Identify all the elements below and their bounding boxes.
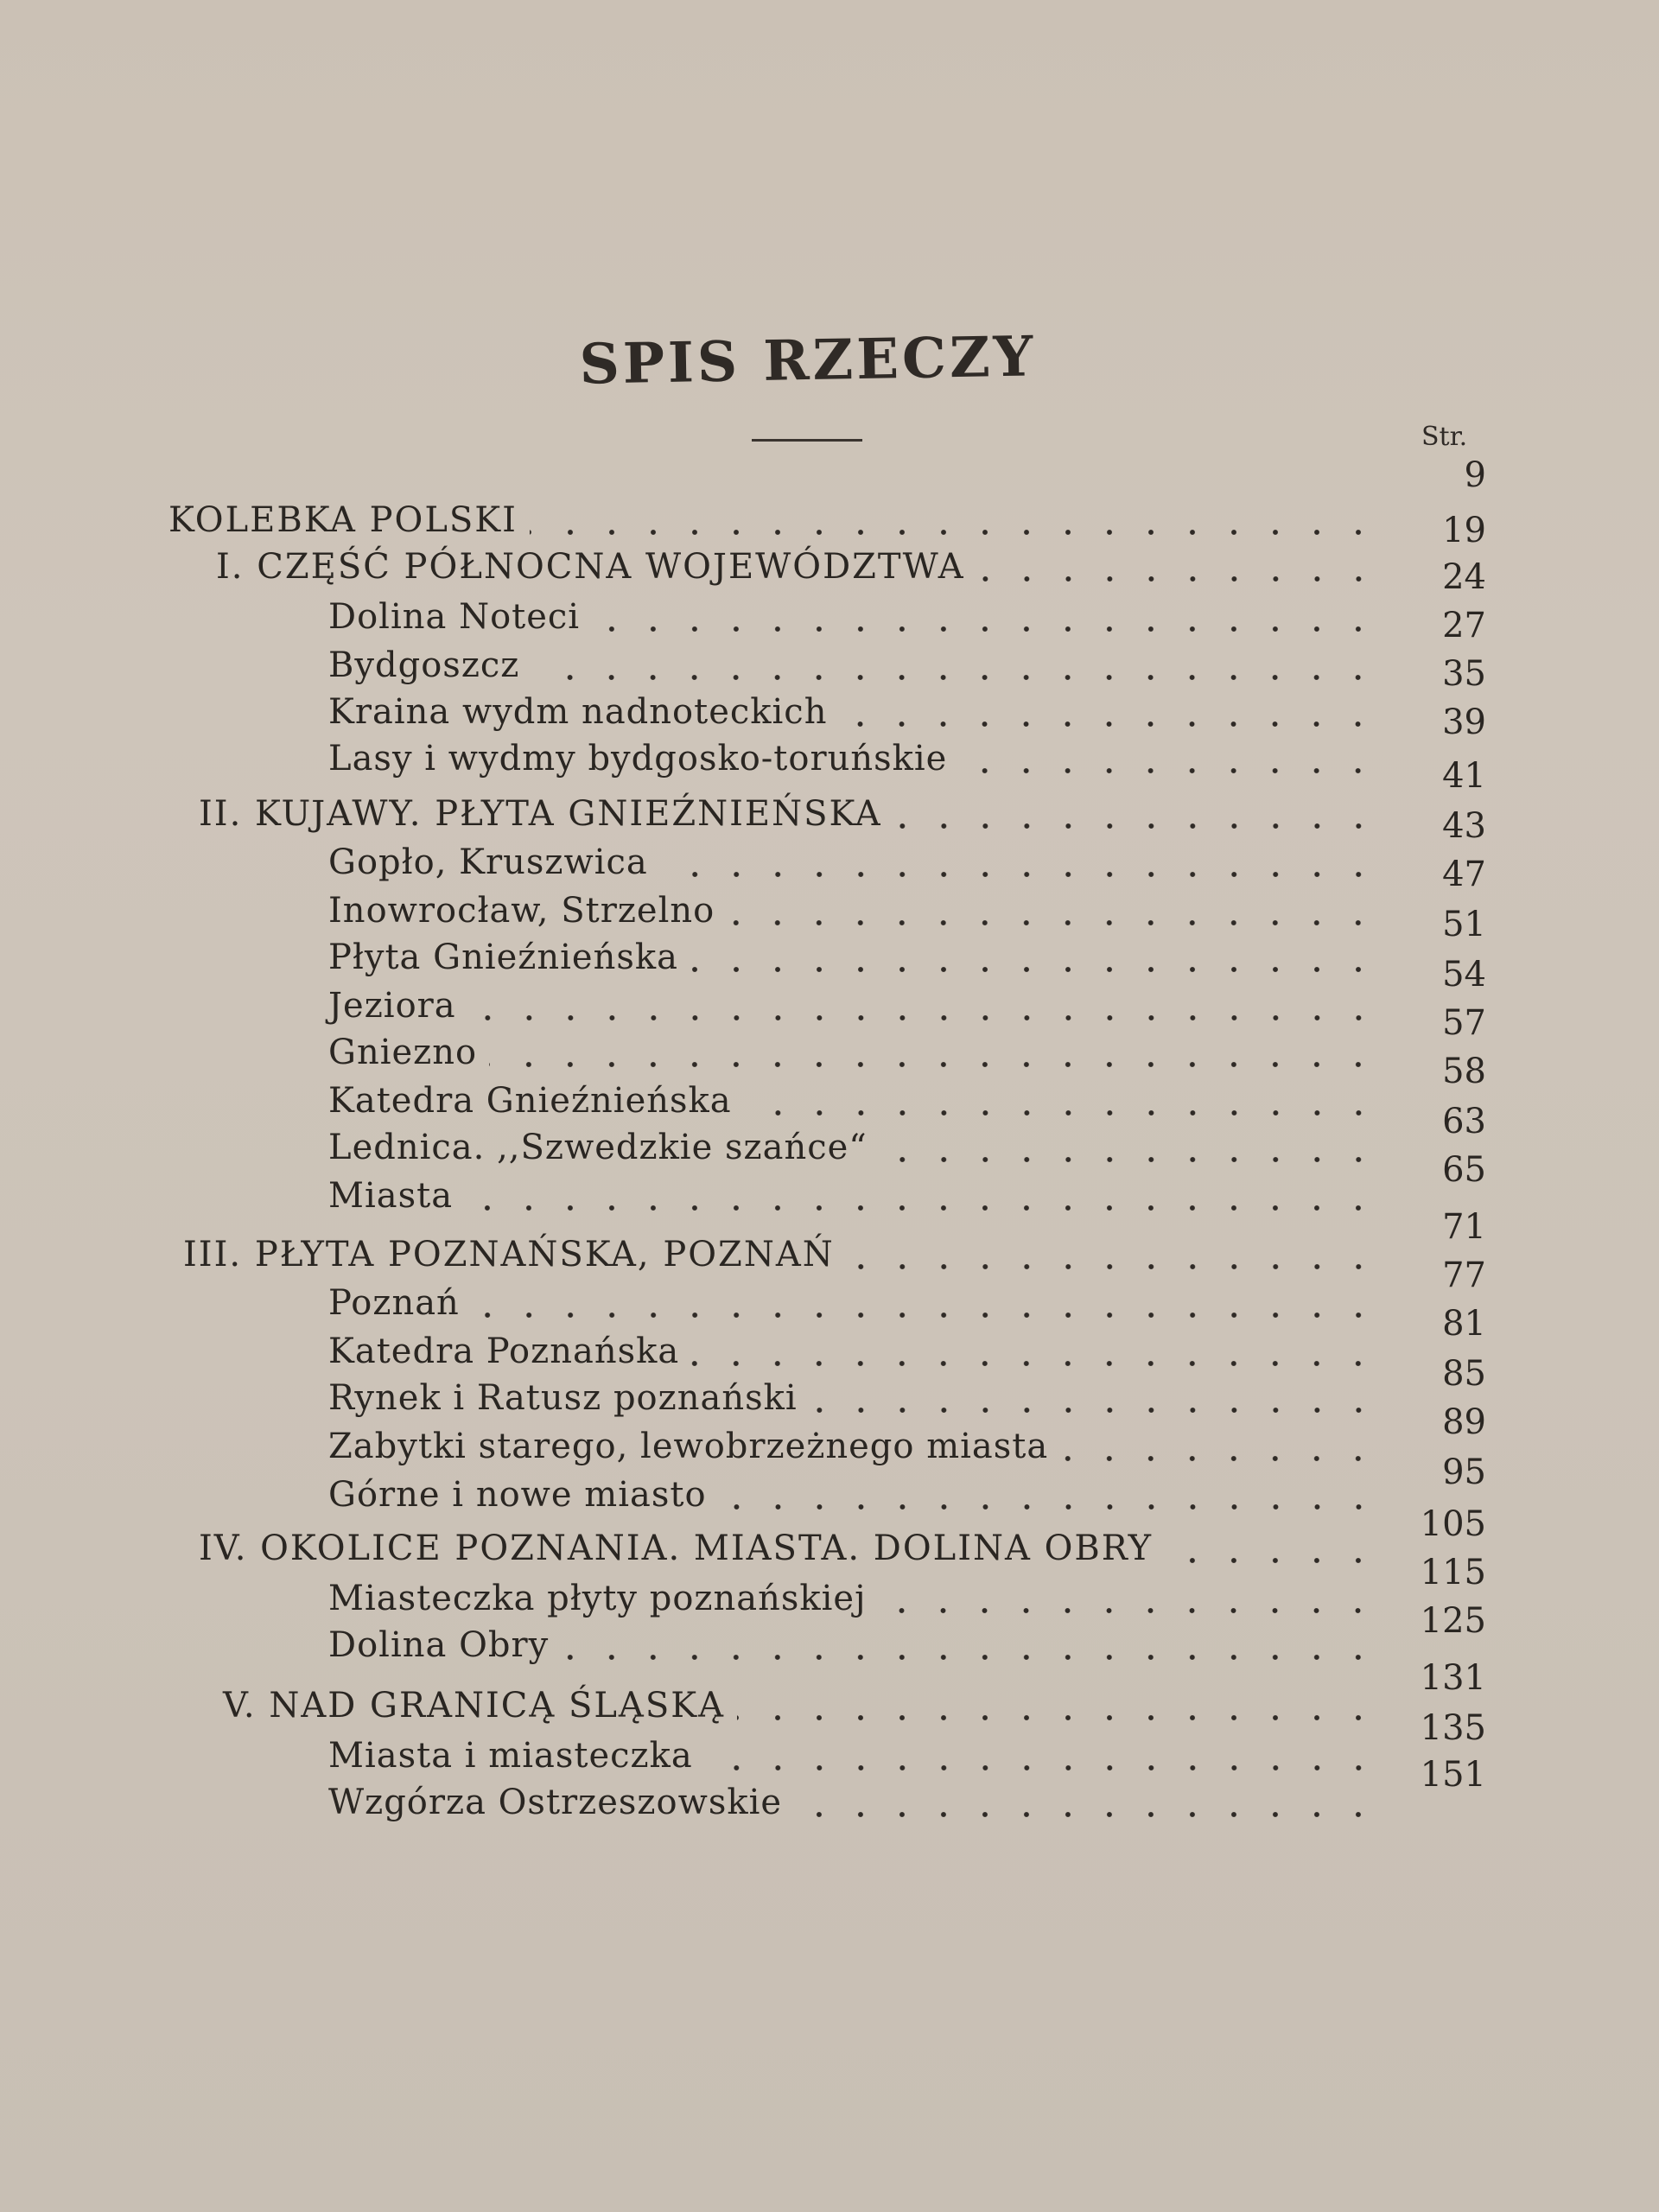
toc-entry-label: Kraina wydm nadnoteckich <box>328 692 828 732</box>
toc-entry-label: Inowrocław, Strzelno <box>328 891 715 931</box>
toc-page-number: 131 <box>1420 1658 1486 1698</box>
dot-leader <box>1165 1528 1379 1569</box>
dot-leader <box>977 546 1379 588</box>
toc-chapter-row <box>199 793 1391 835</box>
toc-page-number: 19 <box>1442 511 1486 550</box>
toc-entry-row <box>328 1578 1391 1619</box>
dot-leader <box>690 937 1379 978</box>
toc-page-number: 65 <box>1442 1150 1486 1190</box>
dot-leader <box>847 1234 1379 1275</box>
toc-chapter-row <box>216 546 1391 588</box>
toc-chapter-row <box>199 1528 1391 1569</box>
toc-page-number: 81 <box>1442 1304 1486 1344</box>
dot-leader <box>794 1782 1379 1823</box>
toc-entry-label: Zabytki starego, lewobrzeżnego miasta <box>328 1427 1049 1466</box>
page-title: SPIS RZECZY <box>578 324 1038 397</box>
toc-entry-row <box>328 1032 1391 1073</box>
toc-entry-row <box>328 890 1391 931</box>
toc-entry-label: Rynek i Ratusz poznański <box>328 1378 798 1418</box>
toc-chapter-row <box>183 1234 1391 1275</box>
toc-entry-label: Miasta i miasteczka <box>328 1736 693 1776</box>
toc-entry-row <box>328 1426 1391 1467</box>
toc-page-number: 151 <box>1420 1755 1486 1795</box>
toc-entry-row <box>328 937 1391 978</box>
dot-leader <box>530 499 1379 541</box>
toc-page-number: 27 <box>1442 606 1486 645</box>
dot-leader <box>660 842 1379 883</box>
toc-page-number: 43 <box>1442 806 1486 846</box>
toc-entry-row <box>328 1782 1391 1823</box>
toc-entry-label: Dolina Noteci <box>328 597 581 637</box>
toc-page-number: 63 <box>1442 1102 1486 1141</box>
toc-entry-label: Katedra Poznańska <box>328 1332 680 1371</box>
page-column-label: Str. <box>1421 422 1468 452</box>
toc-page-number: 39 <box>1442 702 1486 742</box>
dot-leader <box>592 596 1379 638</box>
dot-leader <box>468 985 1379 1027</box>
toc-entry-label: Miasta <box>328 1176 454 1216</box>
toc-entry-row <box>328 985 1391 1027</box>
toc-entry-row <box>328 1624 1391 1666</box>
toc-entry-label: KOLEBKA POLSKI <box>168 500 518 540</box>
toc-entry-row <box>328 1331 1391 1372</box>
toc-entry-label: Gopło, Kruszwica <box>328 842 648 882</box>
toc-page-number: 24 <box>1442 557 1486 597</box>
toc-entry-label: Bydgoszcz <box>328 645 520 685</box>
dot-leader <box>810 1377 1379 1419</box>
toc-entry-row <box>328 1377 1391 1419</box>
toc-entry-label: Górne i nowe miasto <box>328 1475 707 1515</box>
dot-leader <box>839 691 1379 733</box>
toc-entry-row <box>328 1080 1391 1122</box>
toc-entry-label: III. PŁYTA POZNAŃSKA, POZNAŃ <box>183 1235 835 1274</box>
toc-entry-label: V. NAD GRANICĄ ŚLĄSKĄ <box>223 1686 725 1726</box>
toc-entry-row <box>328 645 1391 686</box>
toc-page-number: 57 <box>1442 1003 1486 1043</box>
toc-entry-row <box>328 842 1391 883</box>
toc-page-number: 47 <box>1442 855 1486 894</box>
toc-entry-label: Płyta Gnieźnieńska <box>328 938 678 977</box>
toc-entry-row <box>328 1282 1391 1324</box>
toc-page-number: 41 <box>1442 756 1486 796</box>
toc-entry-label: Jeziora <box>328 986 456 1026</box>
toc-entry-row <box>328 1175 1391 1217</box>
toc-entry-label: Miasteczka płyty poznańskiej <box>328 1579 867 1618</box>
toc-page-number: 58 <box>1442 1052 1486 1091</box>
toc-page-number: 71 <box>1442 1207 1486 1247</box>
toc-entry-label: Gniezno <box>328 1033 478 1072</box>
toc-page-number: 54 <box>1442 955 1486 995</box>
toc-entry-row <box>328 1474 1391 1516</box>
toc-page-number: 95 <box>1442 1452 1486 1492</box>
dot-leader <box>894 793 1379 835</box>
dot-leader <box>561 1624 1379 1666</box>
toc-entry-label: Poznań <box>328 1283 460 1323</box>
dot-leader <box>959 738 1379 779</box>
toc-page-number: 9 <box>1464 455 1486 495</box>
dot-leader <box>489 1032 1379 1073</box>
dot-leader <box>465 1175 1379 1217</box>
dot-leader <box>744 1080 1379 1122</box>
toc-page-number: 115 <box>1420 1553 1486 1592</box>
toc-entry-label: Dolina Obry <box>328 1625 550 1665</box>
toc-entry-label: II. KUJAWY. PŁYTA GNIEŹNIEŃSKA <box>199 794 882 834</box>
dot-leader <box>727 890 1379 931</box>
toc-entry-row <box>328 1127 1391 1168</box>
toc-page-number: 125 <box>1420 1601 1486 1641</box>
toc-page-number: 89 <box>1442 1402 1486 1442</box>
toc-entry-label: Katedra Gnieźnieńska <box>328 1081 732 1121</box>
dot-leader <box>1060 1426 1379 1467</box>
toc-page-number: 77 <box>1442 1255 1486 1295</box>
toc-entry-row <box>328 596 1391 638</box>
toc-page-number: 105 <box>1420 1504 1486 1544</box>
toc-entry-label: Lednica. ,,Szwedzkie szańce“ <box>328 1128 868 1167</box>
dot-leader <box>737 1685 1379 1726</box>
dot-leader <box>719 1474 1379 1516</box>
toc-entry-label: Wzgórza Ostrzeszowskie <box>328 1783 783 1822</box>
toc-entry-row <box>328 1735 1391 1777</box>
dot-leader <box>691 1331 1379 1372</box>
toc-entry-label: IV. OKOLICE POZNANIA. MIASTA. DOLINA OBRY <box>199 1529 1154 1568</box>
dot-leader <box>705 1735 1379 1777</box>
toc-chapter-row <box>223 1685 1391 1726</box>
dot-leader <box>878 1578 1379 1619</box>
dot-leader <box>880 1127 1379 1168</box>
toc-page-number: 51 <box>1442 905 1486 944</box>
toc-chapter-row <box>168 499 1391 541</box>
toc-entry-label: Lasy i wydmy bydgosko-toruńskie <box>328 739 948 779</box>
toc-entry-row <box>328 691 1391 733</box>
toc-page-number: 135 <box>1420 1708 1486 1748</box>
toc-page-number: 85 <box>1442 1354 1486 1394</box>
toc-entry-label: I. CZĘŚĆ PÓŁNOCNA WOJEWÓDZTWA <box>216 547 965 587</box>
dot-leader <box>472 1282 1379 1324</box>
toc-entry-row <box>328 738 1391 779</box>
dot-leader <box>531 645 1379 686</box>
toc-page-number: 35 <box>1442 654 1486 694</box>
